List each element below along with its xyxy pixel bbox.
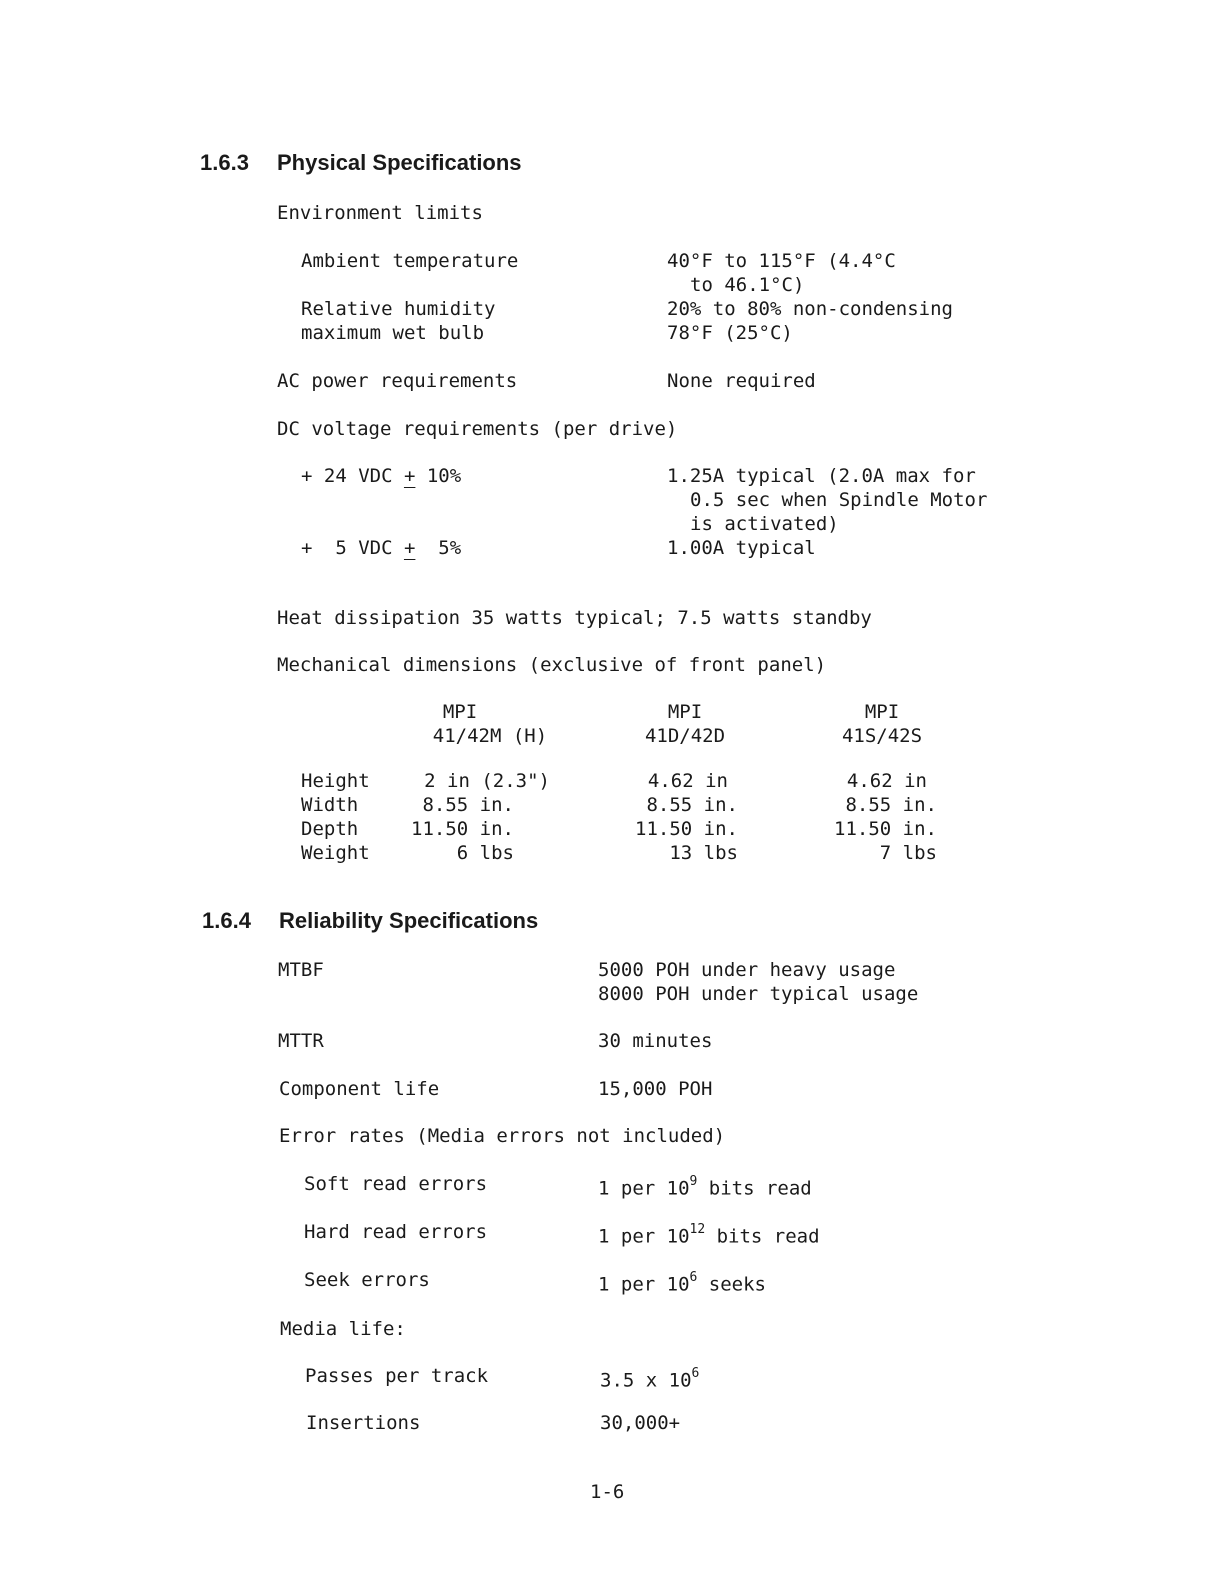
section-title-reliability: Reliability Specifications [279, 908, 539, 933]
exponent: 12 [689, 1222, 706, 1237]
hard-read-errors-label: Hard read errors [304, 1221, 488, 1243]
passes-per-track-label: Passes per track [305, 1365, 489, 1387]
table-cell: 7 lbs [879, 842, 937, 864]
rate-suffix: seeks [697, 1273, 766, 1296]
dc-5v-value: 1.00A typical [667, 537, 816, 559]
dc-5v-prefix: + 5 VDC [301, 537, 404, 559]
dimension-label-height: Height [301, 770, 370, 792]
section-number-1-6-3: 1.6.3 [200, 150, 249, 175]
rate-suffix: bits read [697, 1177, 812, 1200]
ac-power-label: AC power requirements [277, 370, 518, 392]
model-header-line2: 41S/42S [841, 725, 923, 747]
insertions-label: Insertions [306, 1412, 421, 1434]
dc-5v-label [301, 536, 461, 560]
mtbf-label: MTBF [278, 959, 324, 981]
table-cell: 8.55 in. [422, 794, 514, 816]
rate-prefix: 1 per 10 [598, 1177, 690, 1200]
rate-prefix: 1 per 10 [598, 1225, 690, 1248]
table-cell: 4.62 in [647, 770, 728, 792]
mtbf-value-2: 8000 POH under typical usage [598, 983, 919, 1005]
page-number: 1-6 [590, 1481, 625, 1503]
dc-5v-tolerance: 5% [415, 537, 462, 559]
wet-bulb-label: maximum wet bulb [301, 322, 485, 344]
seek-errors-label: Seek errors [304, 1269, 430, 1291]
model-header-line2: 41/42M (H) [432, 725, 548, 747]
dimension-label-depth: Depth [301, 818, 359, 840]
mttr-value: 30 minutes [598, 1030, 713, 1052]
soft-read-errors-label: Soft read errors [304, 1173, 488, 1195]
heat-dissipation: Heat dissipation 35 watts typical; 7.5 watts standby [277, 607, 872, 629]
wet-bulb-value: 78°F (25°C) [667, 322, 793, 344]
component-life-label: Component life [279, 1078, 440, 1100]
passes-per-track-value [600, 1364, 699, 1392]
environment-limits-label: Environment limits [277, 202, 483, 224]
ac-power-value: None required [667, 370, 816, 392]
exponent: 9 [689, 1174, 698, 1189]
table-cell: 8.55 in. [646, 794, 738, 816]
soft-read-errors-value [598, 1172, 812, 1200]
dc-24v-value-3: is activated) [690, 513, 839, 535]
dimension-label-width: Width [301, 794, 359, 816]
section-number-1-6-4: 1.6.4 [202, 908, 251, 933]
relative-humidity-label: Relative humidity [301, 298, 496, 320]
plus-minus-symbol: + [403, 537, 416, 559]
model-header-line1: MPI [667, 701, 703, 723]
error-rates-label: Error rates (Media errors not included) [279, 1125, 726, 1147]
media-life-label: Media life: [280, 1318, 406, 1340]
table-cell: 8.55 in. [845, 794, 937, 816]
mttr-label: MTTR [278, 1030, 324, 1052]
insertions-value: 30,000+ [600, 1412, 681, 1434]
table-cell: 13 lbs [669, 842, 738, 864]
rate-suffix: bits read [705, 1225, 820, 1248]
component-life-value: 15,000 POH [598, 1078, 713, 1100]
dc-24v-tolerance: 10% [415, 465, 462, 487]
table-cell: 4.62 in [846, 770, 927, 792]
ambient-temperature-value-2: to 46.1°C) [690, 274, 805, 296]
plus-minus-symbol: + [403, 465, 416, 487]
dc-voltage-label: DC voltage requirements (per drive) [277, 418, 678, 440]
rate-prefix: 3.5 x 10 [600, 1369, 692, 1392]
table-cell: 11.50 in. [834, 818, 937, 840]
dc-24v-prefix: + 24 VDC [301, 465, 404, 487]
relative-humidity-value: 20% to 80% non-condensing [667, 298, 953, 320]
table-cell: 11.50 in. [635, 818, 738, 840]
ambient-temperature-label: Ambient temperature [301, 250, 519, 272]
exponent: 6 [689, 1270, 698, 1285]
table-cell: 2 in (2.3") [424, 770, 550, 792]
section-title-physical: Physical Specifications [277, 150, 522, 175]
dc-24v-value-2: 0.5 sec when Spindle Motor [690, 489, 988, 511]
ambient-temperature-value-1: 40°F to 115°F (4.4°C [667, 250, 896, 272]
rate-prefix: 1 per 10 [598, 1273, 690, 1296]
mechanical-dimensions-label: Mechanical dimensions (exclusive of front panel) [277, 654, 827, 676]
table-cell: 6 lbs [456, 842, 514, 864]
dc-24v-value-1: 1.25A typical (2.0A max for [667, 465, 976, 487]
dc-24v-label [301, 464, 461, 488]
model-header-line1: MPI [864, 701, 900, 723]
seek-errors-value [598, 1268, 766, 1296]
model-header-line1: MPI [442, 701, 478, 723]
hard-read-errors-value [598, 1220, 820, 1248]
dimension-label-weight: Weight [301, 842, 370, 864]
exponent: 6 [691, 1366, 700, 1381]
model-header-line2: 41D/42D [644, 725, 726, 747]
mtbf-value-1: 5000 POH under heavy usage [598, 959, 896, 981]
table-cell: 11.50 in. [411, 818, 514, 840]
